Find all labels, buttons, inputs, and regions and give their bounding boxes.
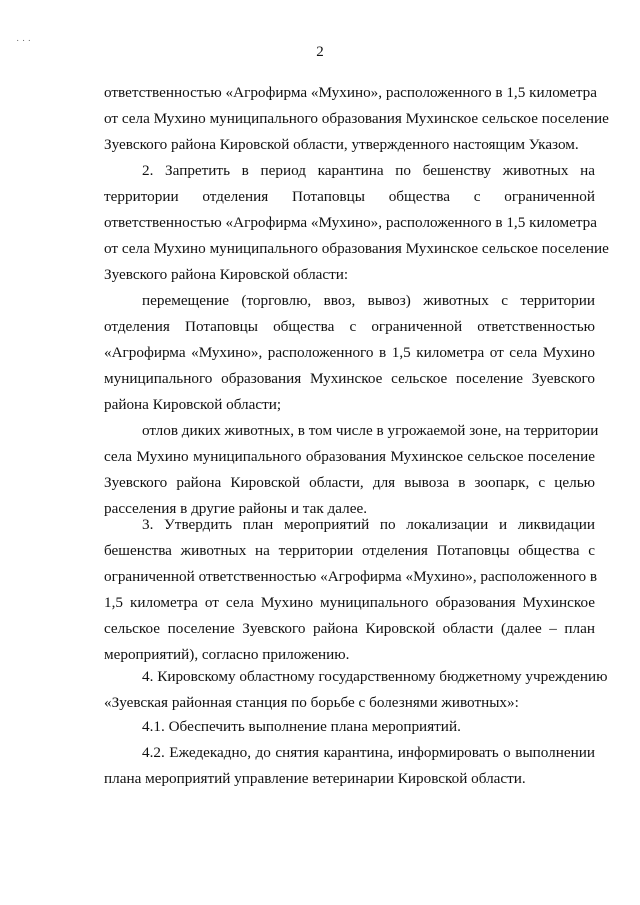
text-line: от села Мухино муниципального образования Мухинское сельское поселение xyxy=(104,240,609,257)
text-line: бешенства животных на территории отделения Потаповцы общества с xyxy=(104,542,595,559)
text-line: ответственностью «Агрофирма «Мухино», расположенного в 1,5 километра xyxy=(104,84,598,101)
text-line: 4.1. Обеспечить выполнение плана мероприятий. xyxy=(142,718,461,735)
text-line: 3. Утвердить план мероприятий по локализации и ликвидации xyxy=(142,516,595,533)
text-line: Зуевского района Кировской области, для вывоза в зоопарк, с целью xyxy=(104,474,595,491)
paragraph-item-4-1 xyxy=(104,714,595,740)
text-line: сельское поселение Зуевского района Кировской области (далее – план xyxy=(104,620,595,637)
text-line: 1,5 километра от села Мухино муниципального образования Мухинское xyxy=(104,594,595,611)
text-line: Зуевского района Кировской области, утвержденного настоящим Указом. xyxy=(104,136,579,153)
paragraph-item-2-capture xyxy=(104,418,599,522)
paragraph-item-4 xyxy=(104,664,608,716)
paragraph-item-2-movement xyxy=(104,288,595,418)
text-line: отделения Потаповцы общества с ограниченной ответственностью xyxy=(104,318,595,335)
text-line: ограниченной ответственностью «Агрофирма «Мухино», расположенного в xyxy=(104,568,598,585)
text-line: мероприятий), согласно приложению. xyxy=(104,646,350,663)
text-line: ответственностью «Агрофирма «Мухино», расположенного в 1,5 километра xyxy=(104,214,598,231)
text-line: отлов диких животных, в том числе в угрожаемой зоне, на территории xyxy=(142,422,599,439)
text-line: 4. Кировскому областному государственному бюджетному учреждению xyxy=(142,668,608,685)
page-number: 2 xyxy=(316,44,324,60)
text-line: расселения в другие районы и так далее. xyxy=(104,500,367,517)
paragraph-continuation xyxy=(104,80,609,158)
text-line: муниципального образования Мухинское сельское поселение Зуевского xyxy=(104,370,595,387)
text-line: плана мероприятий управление ветеринарии Кировской области. xyxy=(104,770,526,787)
text-line: Зуевского района Кировской области: xyxy=(104,266,349,283)
text-line: территории отделения Потаповцы общества с ограниченной xyxy=(104,188,595,205)
text-line: «Агрофирма «Мухино», расположенного в 1,5 километра от села Мухино xyxy=(104,344,595,361)
text-line: перемещение (торговлю, ввоз, вывоз) животных с территории xyxy=(142,292,595,309)
paragraph-item-2 xyxy=(104,158,609,288)
text-line: «Зуевская районная станция по борьбе с болезнями животных»: xyxy=(104,694,519,711)
text-line: от села Мухино муниципального образования Мухинское сельское поселение xyxy=(104,110,609,127)
text-line: 4.2. Ежедекадно, до снятия карантина, информировать о выполнении xyxy=(142,744,595,761)
paragraph-item-3 xyxy=(104,512,598,668)
text-line: 2. Запретить в период карантина по бешенству животных на xyxy=(142,162,595,179)
scan-speckle: ˙ ˙ ˙ xyxy=(16,39,31,50)
text-line: района Кировской области; xyxy=(104,396,282,413)
text-line: села Мухино муниципального образования Мухинское сельское поселение xyxy=(104,448,595,465)
paragraph-item-4-2 xyxy=(104,740,595,792)
